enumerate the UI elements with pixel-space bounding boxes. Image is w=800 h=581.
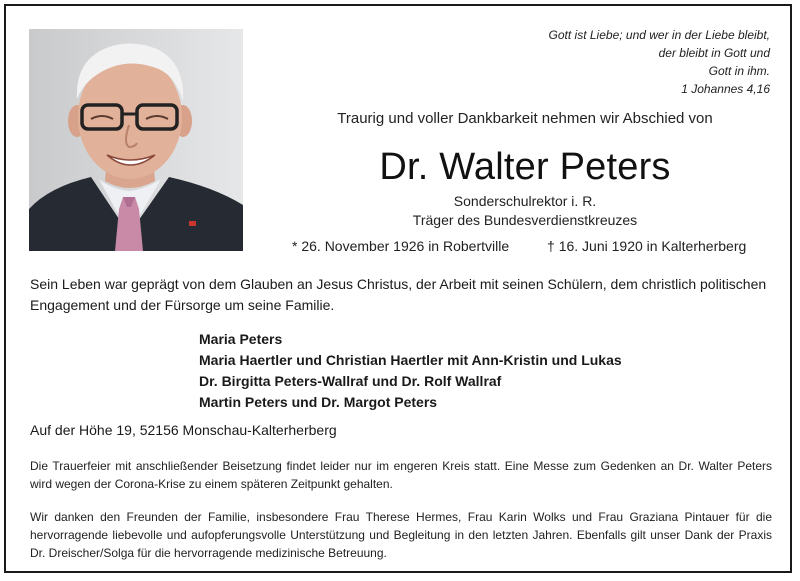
thanks-notice: Wir danken den Freunden der Familie, insbesondere Frau Therese Hermes, Frau Karin Wolks und Frau Graziana Pintauer für die hervorragende liebevolle und aufopferungsvolle Unterstützung und Begleitung in den letzten Jahren. Ebenfalls gilt unser Dank der Praxis Dr. Dreischer/Solga für die hervorragende medizinische Betreuung. (30, 510, 772, 560)
intro-text: Traurig und voller Dankbarkeit nehmen wir Abschied von (337, 110, 713, 127)
portrait-photo (29, 29, 243, 251)
verse-line: der bleibt in Gott und (658, 46, 770, 60)
life-dates (290, 238, 780, 254)
mourner-entry: Martin Peters und Dr. Margot Peters (199, 394, 438, 410)
title-line: Sonderschulrektor i. R. (453, 193, 597, 209)
bible-verse (470, 26, 770, 98)
funeral-notice: Die Trauerfeier mit anschließender Beisetzung findet leider nur im engeren Kreis statt. Eine Messe zum Gedenken an Dr. Walter Peters wird wegen der Corona-Krise zu einem späteren Zeitpunkt gehalten. (30, 459, 772, 491)
deceased-titles (290, 192, 760, 230)
title-line: Träger des Bundesverdienstkreuzes (412, 212, 638, 228)
deceased-name: Dr. Walter Peters (379, 146, 671, 188)
mourner-entry: Maria Peters (199, 331, 283, 347)
birth-date: * 26. November 1926 in Robertville (292, 238, 510, 254)
mourner-entry: Maria Haertler und Christian Haertler mit Ann-Kristin und Lukas (199, 352, 622, 368)
mourner-entry: Dr. Birgitta Peters-Wallraf und Dr. Rolf Wallraf (199, 373, 502, 389)
death-date: † 16. Juni 1920 in Kalterherberg (547, 238, 747, 254)
verse-reference: 1 Johannes 4,16 (681, 82, 770, 96)
verse-line: Gott in ihm. (708, 64, 770, 78)
verse-line: Gott ist Liebe; und wer in der Liebe bleibt, (548, 28, 770, 42)
mourners-list (199, 329, 622, 413)
family-address: Auf der Höhe 19, 52156 Monschau-Kalterherberg (30, 422, 337, 438)
life-description: Sein Leben war geprägt von dem Glauben an Jesus Christus, der Arbeit mit seinen Schülern, dem christlich politischen Engagement und der Fürsorge um seine Familie. (30, 276, 767, 313)
